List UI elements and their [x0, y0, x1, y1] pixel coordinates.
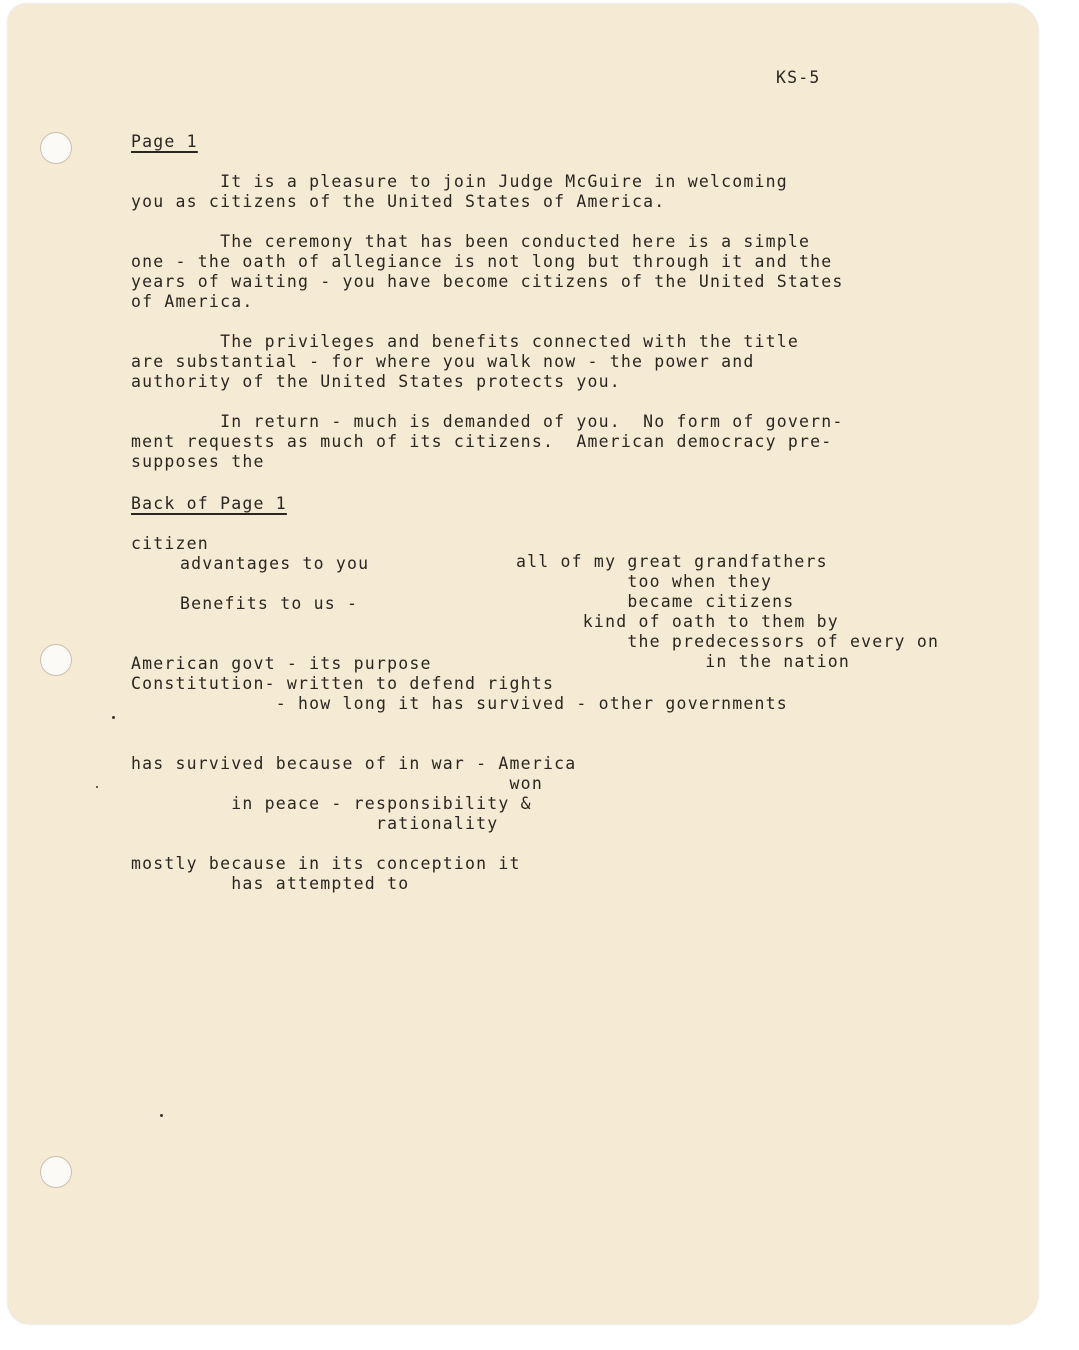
page-id: KS-5 — [776, 68, 821, 87]
punch-hole-bottom — [40, 1156, 72, 1188]
note-mostly-line: has attempted to — [131, 874, 410, 893]
back-of-page-heading: Back of Page 1 — [131, 494, 287, 513]
paragraph-line: are substantial - for where you walk now - the power and — [131, 352, 755, 371]
punch-hole-top — [40, 132, 72, 164]
paragraph-line: ment requests as much of its citizens. American democracy pre- — [131, 432, 833, 451]
note-grandfathers-line: too when they — [516, 572, 773, 591]
note-govt-line: - how long it has survived - other governments — [131, 694, 788, 713]
note-advantages: advantages to you — [180, 554, 370, 573]
note-survived-line: rationality — [131, 814, 499, 833]
paragraph-line: In return - much is demanded of you. No form of govern- — [131, 412, 844, 431]
note-benefits: Benefits to us - — [180, 594, 359, 613]
note-grandfathers-line: in the nation — [516, 652, 851, 671]
note-grandfathers-line: became citizens — [516, 592, 795, 611]
document-page — [8, 4, 1038, 1324]
note-govt-line: American govt - its purpose — [131, 654, 432, 673]
paragraph-line: you as citizens of the United States of America. — [131, 192, 666, 211]
note-survived-line: in peace - responsibility & — [131, 794, 532, 813]
paragraph-line: of America. — [131, 292, 254, 311]
note-survived-line: has survived because of in war - America — [131, 754, 577, 773]
note-citizen: citizen — [131, 534, 209, 553]
paragraph-line: It is a pleasure to join Judge McGuire in welcoming — [131, 172, 788, 191]
ink-speck — [112, 716, 115, 719]
note-survived-line: won — [131, 774, 543, 793]
punch-hole-middle — [40, 644, 72, 676]
note-govt-line: Constitution- written to defend rights — [131, 674, 555, 693]
note-grandfathers-line: the predecessors of every on — [516, 632, 940, 651]
page-1-heading: Page 1 — [131, 132, 198, 151]
paragraph-line: The privileges and benefits connected with the title — [131, 332, 800, 351]
paragraph-line: years of waiting - you have become citizens of the United States — [131, 272, 844, 291]
note-grandfathers-line: all of my great grandfathers — [516, 552, 828, 571]
paragraph-line: The ceremony that has been conducted here is a simple — [131, 232, 811, 251]
note-grandfathers-line: kind of oath to them by — [516, 612, 839, 631]
note-mostly-line: mostly because in its conception it — [131, 854, 521, 873]
ink-speck — [160, 1114, 163, 1117]
ink-speck — [96, 786, 98, 788]
paragraph-line: authority of the United States protects you. — [131, 372, 621, 391]
paragraph-line: supposes the — [131, 452, 265, 471]
paragraph-line: one - the oath of allegiance is not long but through it and the — [131, 252, 833, 271]
